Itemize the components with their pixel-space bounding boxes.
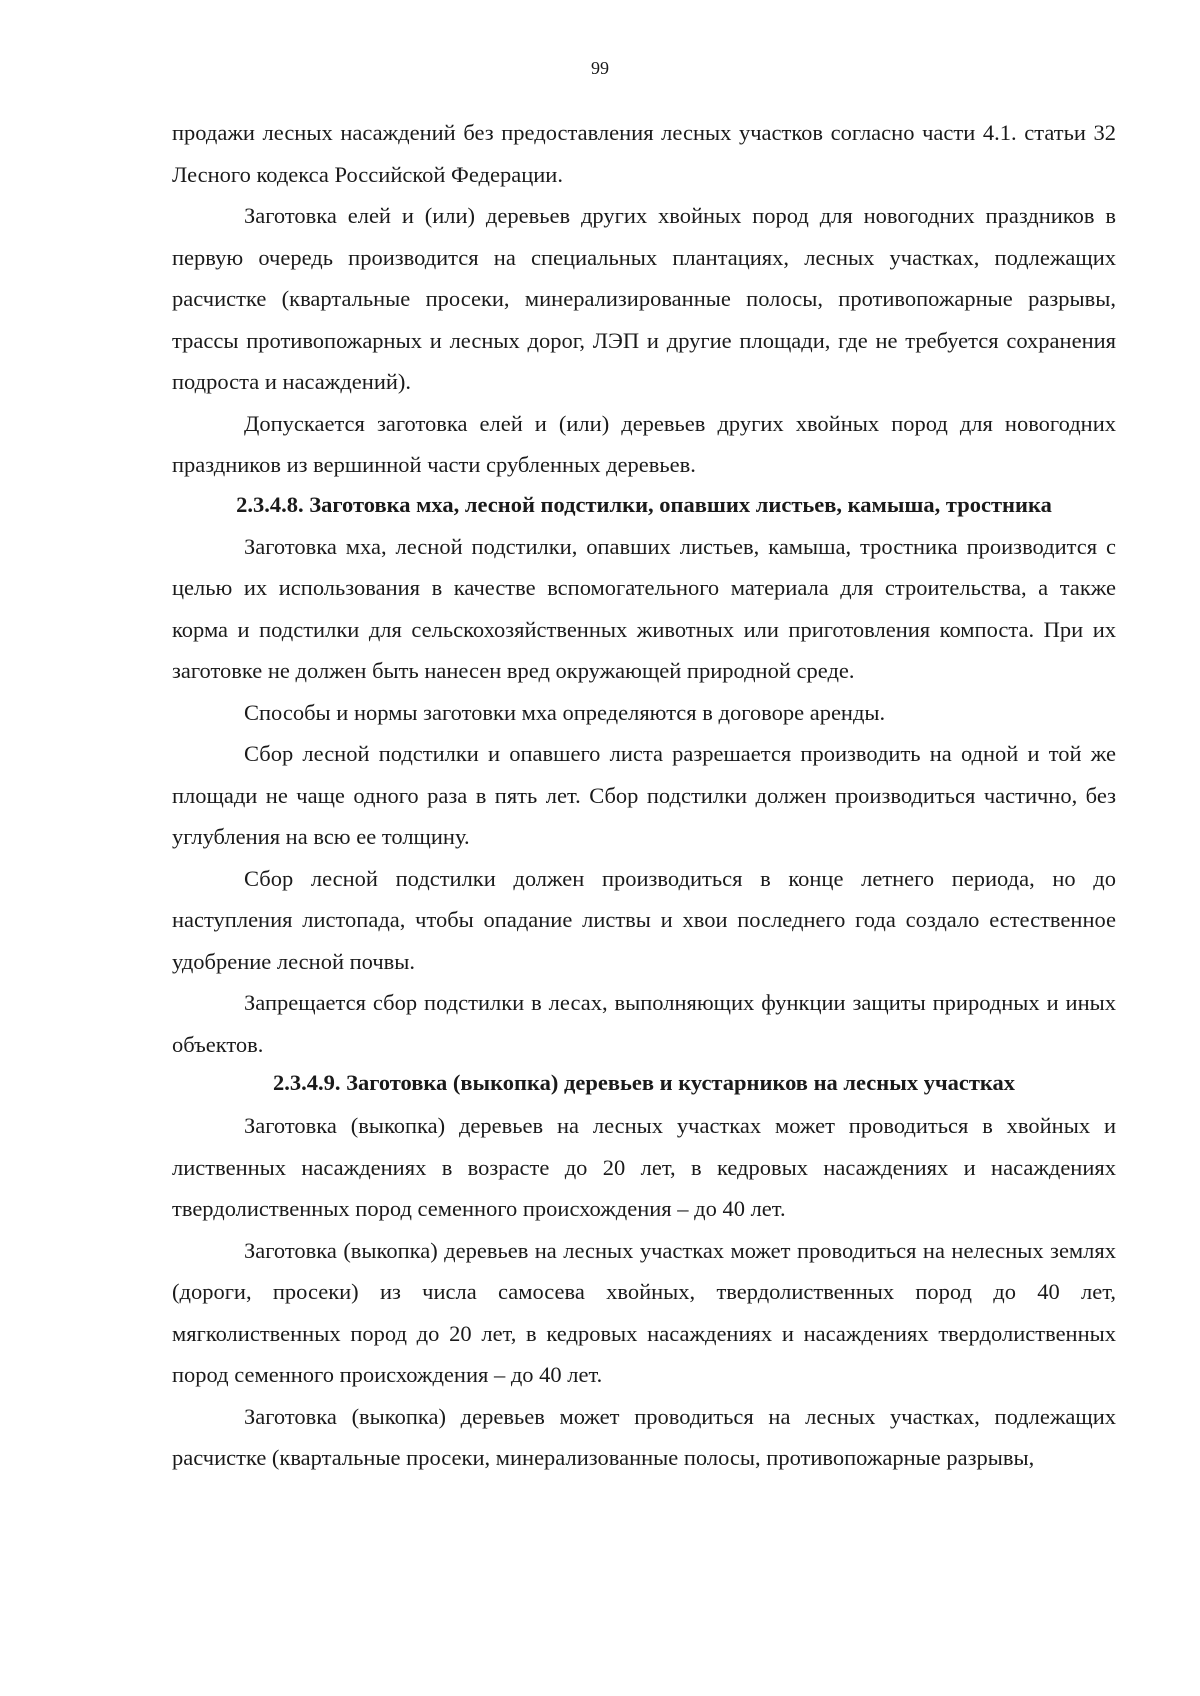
paragraph: Заготовка (выкопка) деревьев может проводиться на лесных участках, подлежащих расчистке (квартальные просеки, минерализованные полосы, противопожарные разрывы, [172,1403,1116,1470]
paragraph: продажи лесных насаждений без предоставления лесных участков согласно части 4.1. статьи 32 Лесного кодекса Российской Федерации. [172,120,1116,187]
page-number: 99 [591,58,609,78]
paragraph: Сбор лесной подстилки и опавшего листа разрешается производить на одной и той же площади не чаще одного раза в пять лет. Сбор подстилки должен производиться частично, без углубления на всю ее толщину. [172,741,1116,849]
paragraph: Допускается заготовка елей и (или) деревьев других хвойных пород для новогодних праздников из вершинной части срубленных деревьев. [172,410,1116,477]
paragraph: Заготовка мха, лесной подстилки, опавших листьев, камыша, тростника производится с целью их использования в качестве вспомогательного материала для строительства, а также корма и подстилки для сельскохозяйственных животных или приготовления компоста. При их заготовке не должен быть нанесен вред окружающей природной среде. [172,533,1116,683]
paragraph: Заготовка елей и (или) деревьев других хвойных пород для новогодних праздников в первую очередь производится на специальных плантациях, лесных участках, подлежащих расчистке (квартальные просеки, минерализированные полосы, противопожарные разрывы, трассы противопожарных и лесных дорог, ЛЭП и другие площади, где не требуется сохранения подроста и насаждений). [172,203,1116,394]
paragraph: Запрещается сбор подстилки в лесах, выполняющих функции защиты природных и иных объектов. [172,990,1116,1057]
document-body [172,112,1116,1479]
section-heading-2349: 2.3.4.9. Заготовка (выкопка) деревьев и кустарников на лесных участках [272,1070,1016,1095]
paragraph: Способы и нормы заготовки мха определяются в договоре аренды. [244,699,886,725]
paragraph: Заготовка (выкопка) деревьев на лесных участках может проводиться на нелесных землях (дороги, просеки) из числа самосева хвойных, твердолиственных пород до 40 лет, мягколиственных пород до 20 лет, в кедровых насаждениях и насаждениях твердолиственных пород семенного происхождения – до 40 лет. [172,1237,1116,1387]
paragraph: Сбор лесной подстилки должен производиться в конце летнего периода, но до наступления листопада, чтобы опадание листвы и хвои последнего года создало естественное удобрение лесной почвы. [172,865,1116,974]
paragraph: Заготовка (выкопка) деревьев на лесных участках может проводиться в хвойных и лиственных насаждениях в возрасте до 20 лет, в кедровых насаждениях и насаждениях твердолиственных пород семенного происхождения – до 40 лет. [172,1113,1116,1221]
section-heading-2348: 2.3.4.8. Заготовка мха, лесной подстилки, опавших листьев, камыша, тростника [236,491,1052,517]
